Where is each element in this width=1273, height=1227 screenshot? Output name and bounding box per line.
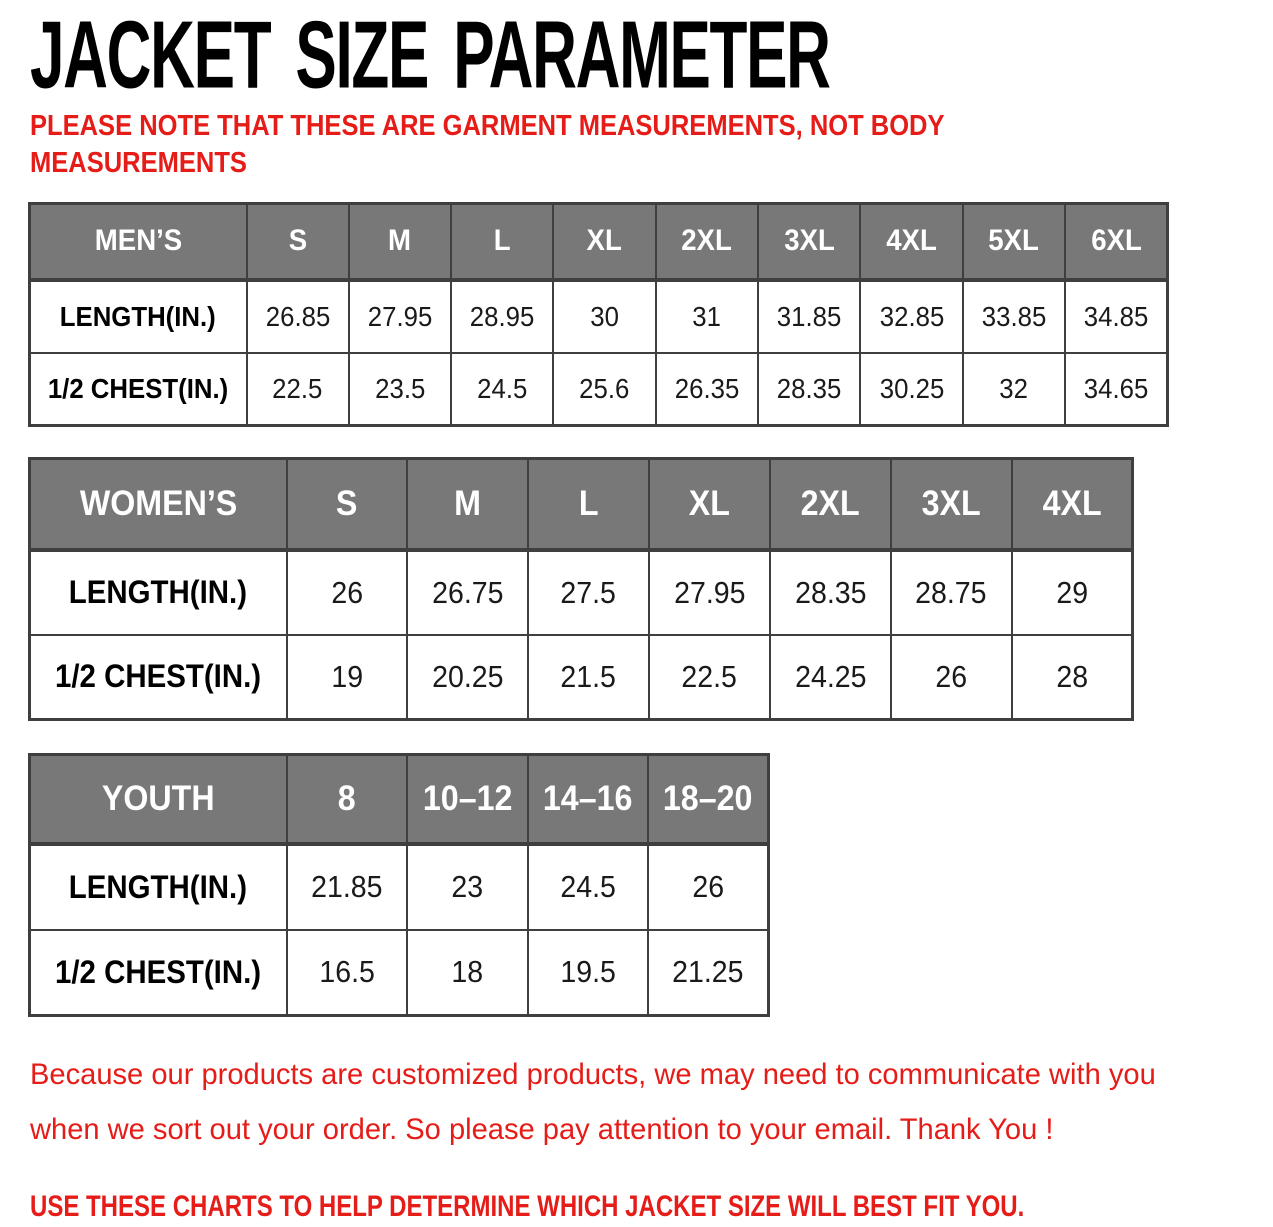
value-cell: 22.5 xyxy=(247,353,349,426)
table-title-cell: YOUTH xyxy=(30,755,287,844)
value-cell: 34.85 xyxy=(1065,280,1167,353)
value-cell: 22.5 xyxy=(649,635,770,720)
table-row xyxy=(30,930,769,1016)
size-header-cell: 4XL xyxy=(1012,459,1133,550)
value-cell: 26 xyxy=(891,635,1012,720)
notice-line-2: when we sort out your order. So please pay attention to your email. Thank You ! xyxy=(30,1113,1054,1146)
value-cell: 23.5 xyxy=(349,353,451,426)
table-row xyxy=(30,635,1133,720)
value-cell: 27.5 xyxy=(528,550,649,635)
table-row xyxy=(30,280,1168,353)
size-header-cell: M xyxy=(407,459,528,550)
value-cell: 30.25 xyxy=(860,353,962,426)
value-cell: 33.85 xyxy=(963,280,1065,353)
value-cell: 26 xyxy=(648,844,769,930)
value-cell: 28.35 xyxy=(770,550,891,635)
value-cell: 21.25 xyxy=(648,930,769,1016)
size-header-cell: 18–20 xyxy=(648,755,769,844)
size-header-cell: 2XL xyxy=(656,204,758,280)
value-cell: 29 xyxy=(1012,550,1133,635)
customization-notice xyxy=(30,1047,1200,1157)
chart-usage-note: USE THESE CHARTS TO HELP DETERMINE WHICH JACKET SIZE WILL BEST FIT YOU. xyxy=(30,1190,1025,1223)
value-cell: 28 xyxy=(1012,635,1133,720)
table-row xyxy=(30,353,1168,426)
note-line-1: PLEASE NOTE THAT THESE ARE GARMENT MEASUREMENTS, NOT BODY xyxy=(30,110,945,142)
size-header-cell: 10–12 xyxy=(407,755,528,844)
note-line-2: MEASUREMENTS xyxy=(30,147,247,179)
table-row xyxy=(30,550,1133,635)
size-header-cell: XL xyxy=(553,204,655,280)
size-header-cell: 4XL xyxy=(860,204,962,280)
value-cell: 32 xyxy=(963,353,1065,426)
value-cell: 18 xyxy=(407,930,528,1016)
value-cell: 32.85 xyxy=(860,280,962,353)
size-header-cell: M xyxy=(349,204,451,280)
table-row xyxy=(30,844,769,930)
youth-size-table xyxy=(28,753,770,1017)
value-cell: 26.35 xyxy=(656,353,758,426)
size-header-cell: 6XL xyxy=(1065,204,1167,280)
value-cell: 25.6 xyxy=(553,353,655,426)
value-cell: 28.35 xyxy=(758,353,860,426)
page-title xyxy=(30,0,1200,109)
row-label-cell: LENGTH(IN.) xyxy=(30,280,247,353)
value-cell: 24.25 xyxy=(770,635,891,720)
table-title-cell: WOMEN’S xyxy=(30,459,287,550)
value-cell: 21.5 xyxy=(528,635,649,720)
garment-measurement-note xyxy=(30,108,1200,182)
value-cell: 24.5 xyxy=(528,844,649,930)
value-cell: 21.85 xyxy=(287,844,408,930)
row-label-cell: 1/2 CHEST(IN.) xyxy=(30,930,287,1016)
value-cell: 28.95 xyxy=(451,280,553,353)
value-cell: 20.25 xyxy=(407,635,528,720)
value-cell: 27.95 xyxy=(349,280,451,353)
value-cell: 19.5 xyxy=(528,930,649,1016)
value-cell: 26 xyxy=(287,550,408,635)
size-header-cell: 3XL xyxy=(758,204,860,280)
size-header-cell: S xyxy=(287,459,408,550)
size-header-cell: L xyxy=(451,204,553,280)
mens-size-table xyxy=(28,202,1169,427)
row-label-cell: LENGTH(IN.) xyxy=(30,550,287,635)
table-header-row xyxy=(30,755,769,844)
page-title-text: JACKET SIZE PARAMETER xyxy=(30,0,830,109)
table-title-cell: MEN’S xyxy=(30,204,247,280)
size-header-cell: S xyxy=(247,204,349,280)
table-header-row xyxy=(30,204,1168,280)
size-header-cell: 5XL xyxy=(963,204,1065,280)
row-label-cell: 1/2 CHEST(IN.) xyxy=(30,635,287,720)
value-cell: 26.85 xyxy=(247,280,349,353)
value-cell: 23 xyxy=(407,844,528,930)
value-cell: 27.95 xyxy=(649,550,770,635)
row-label-cell: LENGTH(IN.) xyxy=(30,844,287,930)
value-cell: 24.5 xyxy=(451,353,553,426)
size-header-cell: 14–16 xyxy=(528,755,649,844)
value-cell: 16.5 xyxy=(287,930,408,1016)
size-header-cell: 2XL xyxy=(770,459,891,550)
size-header-cell: L xyxy=(528,459,649,550)
size-header-cell: 8 xyxy=(287,755,408,844)
row-label-cell: 1/2 CHEST(IN.) xyxy=(30,353,247,426)
value-cell: 31.85 xyxy=(758,280,860,353)
value-cell: 31 xyxy=(656,280,758,353)
size-header-cell: XL xyxy=(649,459,770,550)
notice-line-1: Because our products are customized products, we may need to communicate with you xyxy=(30,1058,1156,1091)
table-header-row xyxy=(30,459,1133,550)
value-cell: 30 xyxy=(553,280,655,353)
womens-size-table xyxy=(28,457,1134,721)
value-cell: 26.75 xyxy=(407,550,528,635)
value-cell: 34.65 xyxy=(1065,353,1167,426)
size-header-cell: 3XL xyxy=(891,459,1012,550)
value-cell: 19 xyxy=(287,635,408,720)
value-cell: 28.75 xyxy=(891,550,1012,635)
